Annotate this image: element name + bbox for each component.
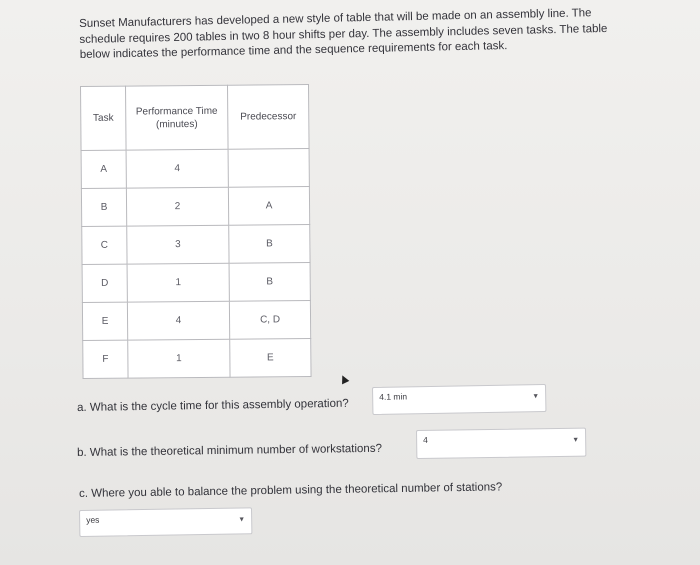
predecessor-cell: B [229,225,310,264]
chevron-down-icon[interactable]: ▼ [572,436,580,444]
time-cell: 4 [126,149,228,188]
table-row [82,225,310,265]
question-b-label: b. What is the theoretical minimum number of workstations? [77,442,383,459]
time-cell: 1 [127,263,229,302]
time-cell: 4 [127,301,229,340]
question-a-label: a. What is the cycle time for this assembly operation? [77,397,349,414]
task-cell: A [81,150,126,188]
table-row [82,300,310,340]
table-header-row [81,85,310,151]
table-row [81,149,309,189]
header-predecessor: Predecessor [227,85,309,150]
chevron-down-icon[interactable]: ▼ [238,516,246,524]
task-cell: B [81,188,126,226]
cycle-time-value: 4.1 min [379,391,408,402]
problem-intro-text: Sunset Manufacturers has developed a new style of table that will be made on an assembly line. The schedule requires 200 tables in two 8 hour shifts per day. The assembly includes seven tasks. The table below indicates the performance time and the sequence requirements for each task. [79,7,608,61]
cycle-time-dropdown[interactable] [372,384,546,415]
question-c-label: c. Where you able to balance the problem using the theoretical number of stations? [79,481,503,500]
task-cell: E [82,302,127,340]
balance-answer-value: yes [86,514,100,525]
task-cell: C [82,226,127,264]
time-cell: 1 [128,339,230,378]
predecessor-cell [228,149,309,188]
task-cell: D [82,264,127,302]
predecessor-cell: C, D [229,300,310,339]
min-workstations-dropdown[interactable] [416,428,586,459]
predecessor-cell: A [228,187,309,226]
table-row [82,262,310,302]
min-workstations-value: 4 [423,434,428,445]
header-task: Task [81,86,127,150]
header-performance-time: Performance Time (minutes) [126,85,229,150]
predecessor-cell: E [230,338,311,377]
table-row [81,187,309,227]
predecessor-cell: B [229,262,310,301]
chevron-down-icon[interactable]: ▼ [532,393,540,401]
time-cell: 3 [127,225,229,264]
table-row [83,338,311,378]
task-table [80,84,312,379]
balance-answer-dropdown[interactable] [79,507,252,537]
time-cell: 2 [126,187,228,226]
task-cell: F [83,340,128,378]
